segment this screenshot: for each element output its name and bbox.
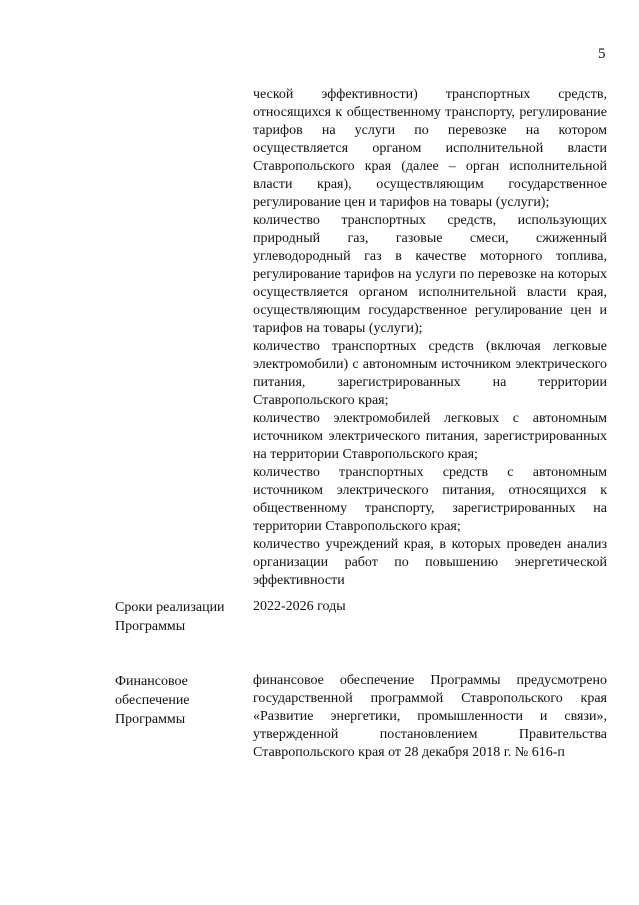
indicator-paragraph: количество транспортных средств (включая легковые электромобили) с автономным источником электрического питания, зарегистрированных на территории Ставропольского края; [253,339,607,408]
page-number: 5 [598,46,606,62]
indicator-paragraph: количество электромобилей легковых с автономным источником электрического питания, зарегистрированных на территории Ставропольского края; [253,411,607,462]
indicators-block [253,86,607,590]
indicator-paragraph: ческой эффективности) транспортных средств, относящихся к общественному транспорту, регулирование тарифов на услуги по перевозке на котором осуществляется органом исполнительной власти Ставропольского края (далее – орган исполнительной власти края), осуществляющим государственное регулирование цен и тарифов на товары (услуги); [253,87,607,210]
indicator-paragraph: количество транспортных средств с автономным источником электрического питания, относящихся к общественному транспорту, зарегистрированных на территории Ставропольского края; [253,465,607,534]
finance-value: финансовое обеспечение Программы предусмотрено государственной программой Ставропольского края «Развитие энергетики, промышленности и связи», утвержденной постановлением Правительства Ставропольского края от 28 декабря 2018 г. № 616-п [253,673,607,760]
terms-label: Сроки реализации Программы [115,600,225,634]
terms-value: 2022-2026 годы [253,599,346,614]
indicator-paragraph: количество учреждений края, в которых проведен анализ организации работ по повышению энергетической эффективности [253,537,607,588]
finance-label: Финансовое обеспечение Программы [115,674,190,727]
indicator-paragraph: количество транспортных средств, использующих природный газ, газовые смеси, сжиженный углеводородный газ в качестве моторного топлива, регулирование тарифов на услуги по перевозке на которых осуществляется органом исполнительной власти края, осуществляющим государственное регулирование цен и тарифов на товары (услуги); [253,213,607,336]
